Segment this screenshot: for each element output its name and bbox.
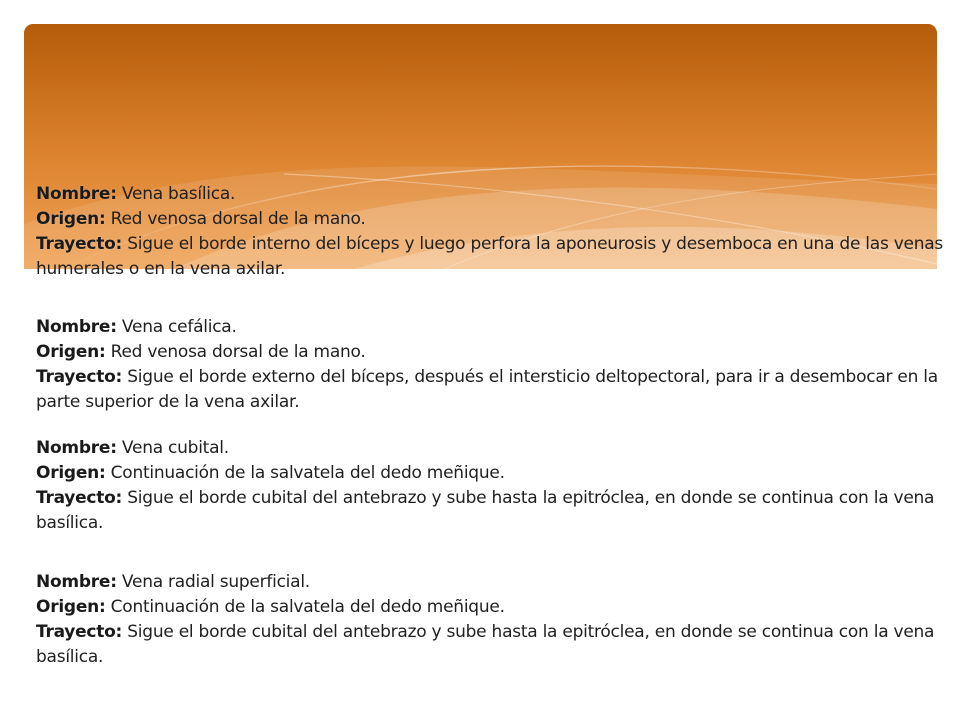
nombre-value: Vena cefálica. — [121, 317, 237, 337]
nombre-value: Vena radial superficial. — [121, 572, 310, 592]
trayecto-label: Trayecto: — [36, 234, 123, 254]
origen-line — [36, 595, 946, 620]
vein-entry — [36, 182, 946, 282]
nombre-line — [36, 182, 946, 207]
nombre-line — [36, 570, 946, 595]
origen-label: Origen: — [36, 463, 106, 483]
nombre-label: Nombre: — [36, 317, 117, 337]
vein-entry — [36, 315, 946, 415]
nombre-line — [36, 315, 946, 340]
origen-value: Red venosa dorsal de la mano. — [110, 342, 366, 362]
origen-value: Red venosa dorsal de la mano. — [110, 209, 366, 229]
nombre-line — [36, 436, 946, 461]
origen-line — [36, 340, 946, 365]
origen-label: Origen: — [36, 597, 106, 617]
trayecto-label: Trayecto: — [36, 622, 123, 642]
nombre-value: Vena cubital. — [121, 438, 229, 458]
trayecto-value: Sigue el borde externo del bíceps, después el intersticio deltopectoral, para ir a desembocar en la parte superior de la vena axilar. — [36, 367, 938, 412]
origen-value: Continuación de la salvatela del dedo meñique. — [110, 463, 505, 483]
nombre-value: Vena basílica. — [121, 184, 236, 204]
vein-entry — [36, 436, 946, 536]
trayecto-value: Sigue el borde interno del bíceps y luego perfora la aponeurosis y desemboca en una de las venas humerales o en la vena axilar. — [36, 234, 944, 279]
origen-value: Continuación de la salvatela del dedo meñique. — [110, 597, 505, 617]
trayecto-line — [36, 365, 946, 415]
trayecto-label: Trayecto: — [36, 367, 123, 387]
trayecto-line — [36, 486, 946, 536]
nombre-label: Nombre: — [36, 184, 117, 204]
trayecto-label: Trayecto: — [36, 488, 123, 508]
trayecto-line — [36, 232, 946, 282]
vein-entry — [36, 570, 946, 670]
nombre-label: Nombre: — [36, 438, 117, 458]
origen-label: Origen: — [36, 209, 106, 229]
origen-line — [36, 461, 946, 486]
trayecto-value: Sigue el borde cubital del antebrazo y sube hasta la epitróclea, en donde se continua con la vena basílica. — [36, 488, 935, 533]
trayecto-value: Sigue el borde cubital del antebrazo y sube hasta la epitróclea, en donde se continua con la vena basílica. — [36, 622, 935, 667]
trayecto-line — [36, 620, 946, 670]
origen-line — [36, 207, 946, 232]
nombre-label: Nombre: — [36, 572, 117, 592]
origen-label: Origen: — [36, 342, 106, 362]
